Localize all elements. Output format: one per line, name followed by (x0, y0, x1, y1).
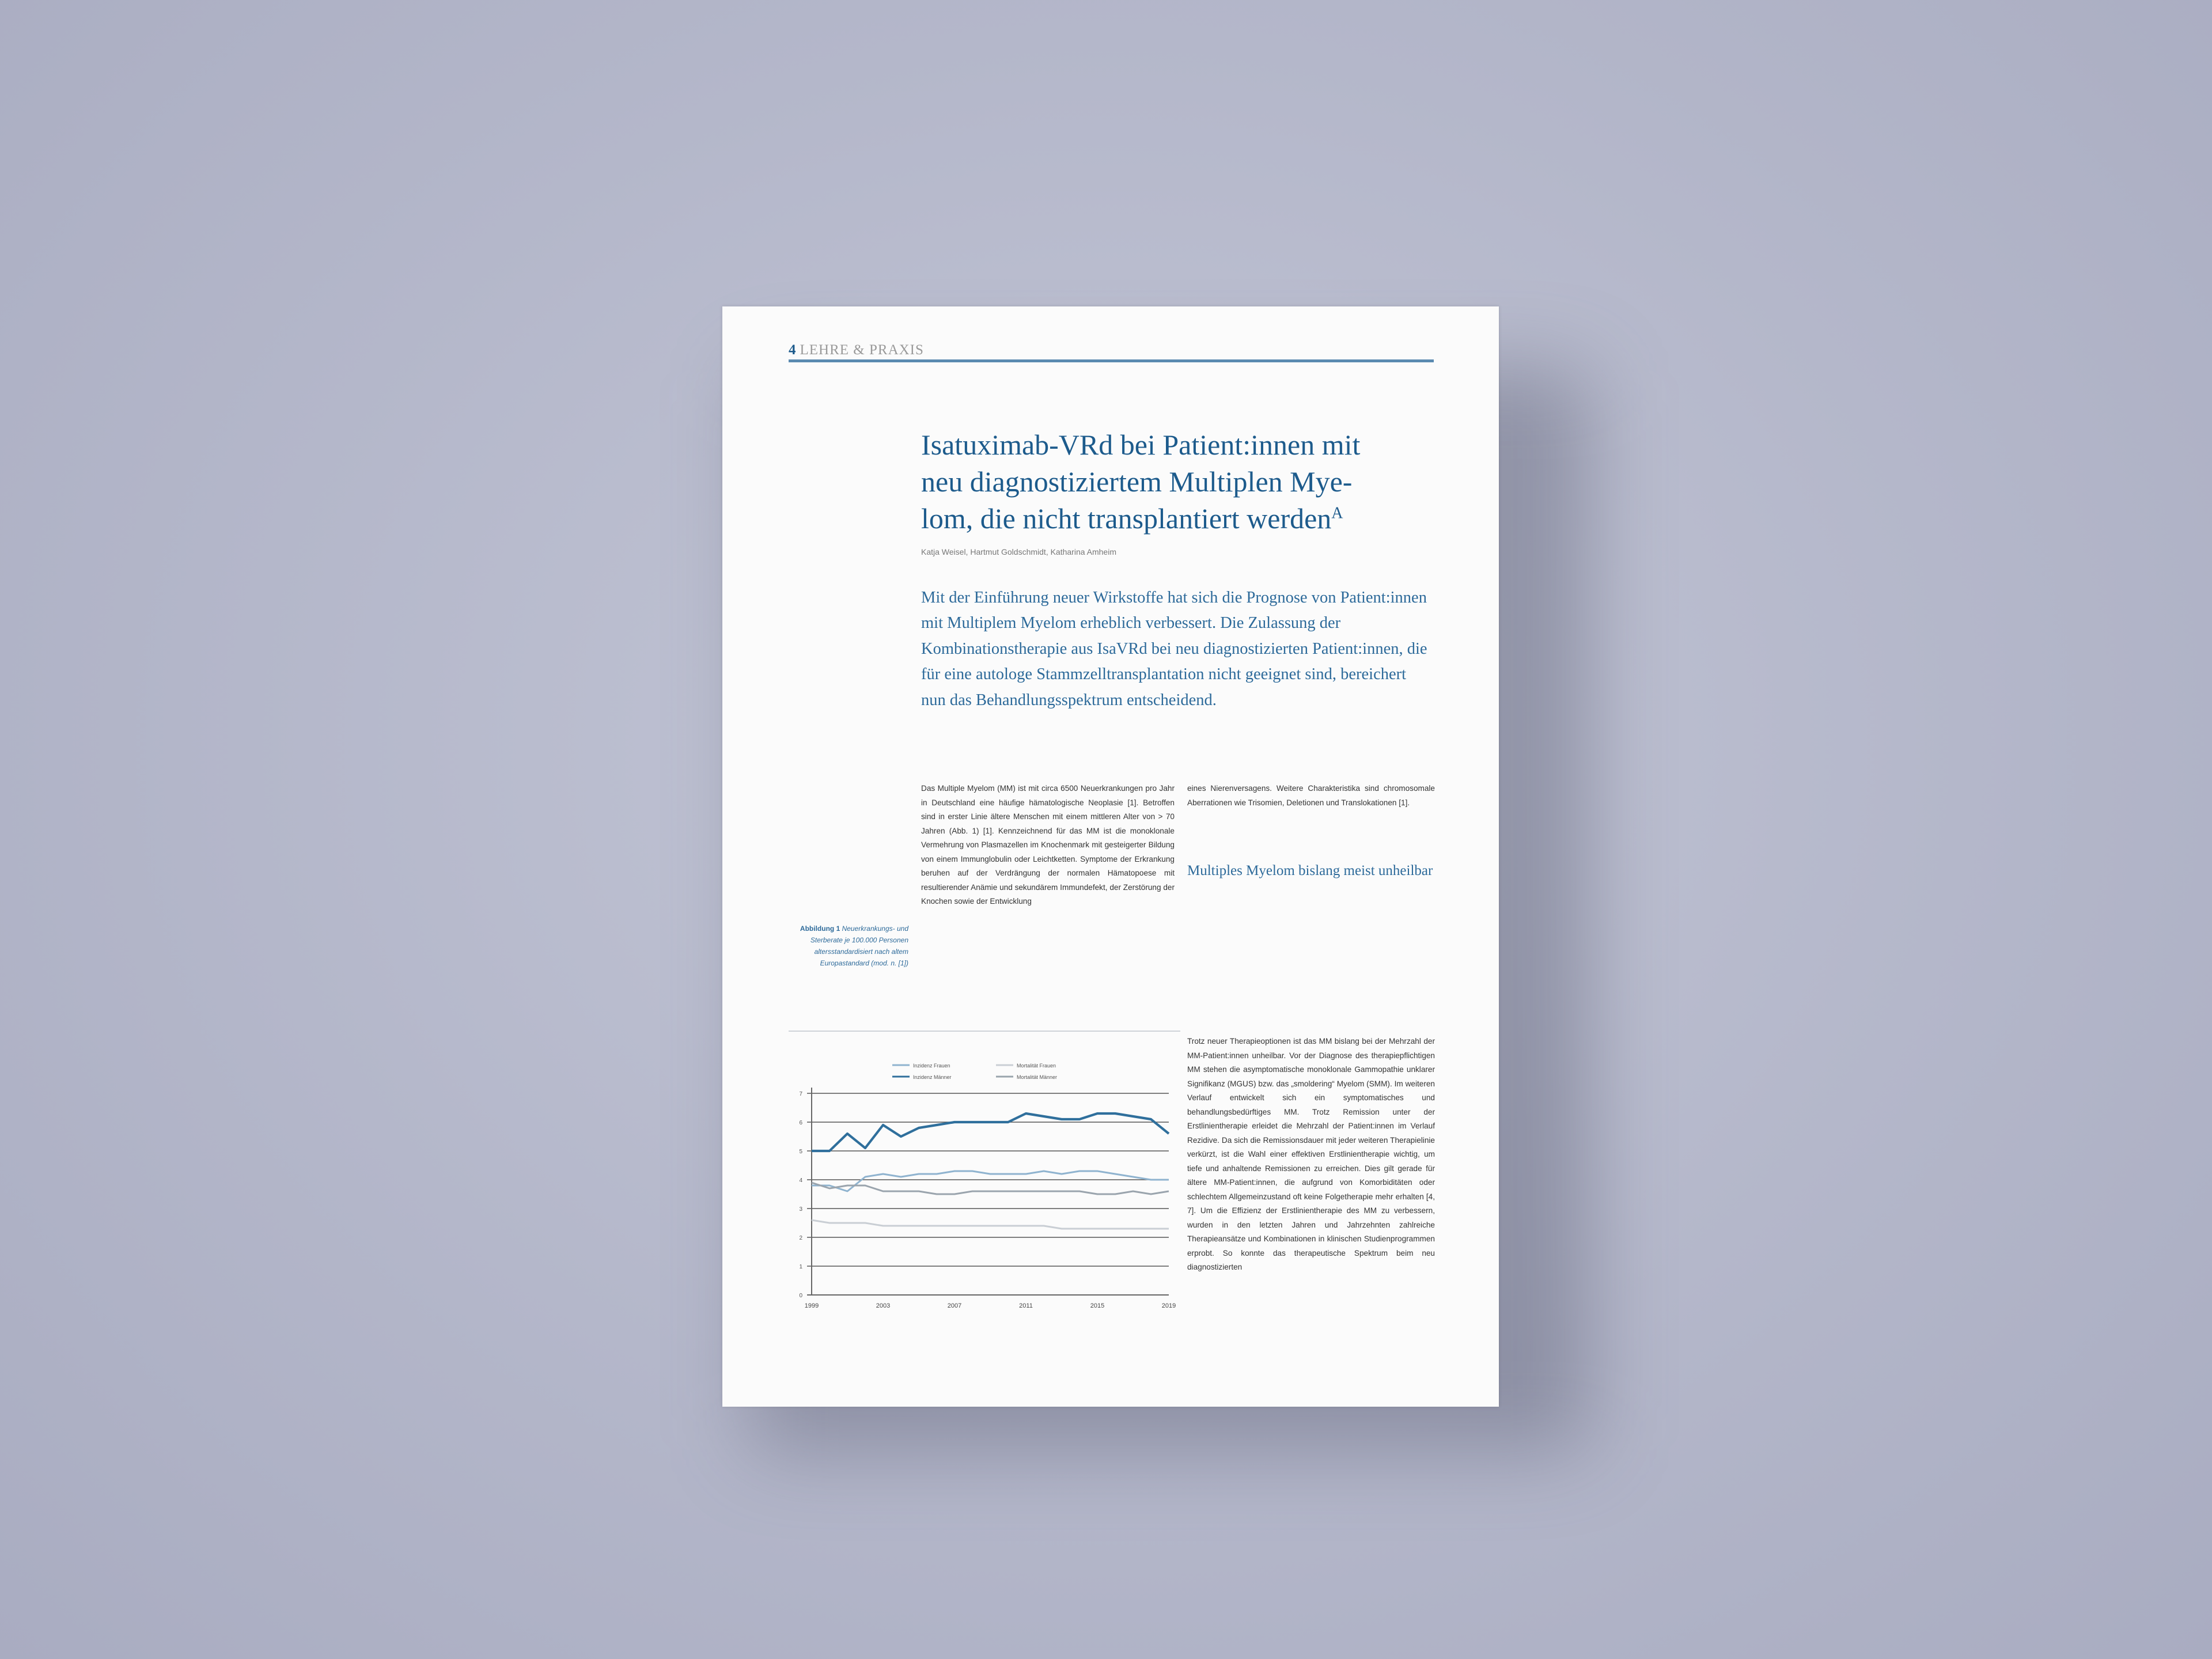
y-tick-label: 4 (799, 1177, 802, 1184)
series-line (812, 1183, 1169, 1194)
title-superscript: A (1331, 504, 1343, 522)
series-line (812, 1171, 1169, 1191)
x-tick-label: 2003 (876, 1302, 891, 1309)
figure-caption (789, 923, 908, 969)
x-tick-label: 2015 (1090, 1302, 1105, 1309)
legend-label: Inzidenz Männer (913, 1074, 952, 1080)
legend-label: Inzidenz Frauen (913, 1063, 950, 1069)
x-tick-label: 2007 (947, 1302, 962, 1309)
y-tick-label: 1 (799, 1264, 802, 1270)
title-line (921, 500, 1434, 537)
section-label: LEHRE & PRAXIS (800, 342, 924, 358)
lead-paragraph: Mit der Einführung neuer Wirkstoffe hat sich die Prognose von Patient:innen mit Multiplem Myelom erheblich verbessert. Die Zulassung der Kombinationstherapie aus IsaVRd bei neu diagnostizierten Patient:innen, die für eine autologe Stammzelltransplantation nicht geeignet sind, bereichert nun das Behandlungsspektrum entscheidend. (921, 589, 1427, 709)
document-page (722, 306, 1499, 1407)
x-tick-label: 2011 (1019, 1302, 1033, 1309)
y-tick-label: 7 (799, 1091, 802, 1097)
body-column-2-top: eines Nierenversagens. Weitere Charakteristika sind chromosomale Aberrationen wie Trisomien, Deletionen und Translokationen [1]. (1187, 784, 1435, 807)
series-line (812, 1220, 1169, 1229)
article-title (921, 426, 1434, 537)
legend-label: Mortalität Männer (1017, 1074, 1058, 1080)
y-tick-label: 0 (799, 1293, 802, 1299)
series-line (812, 1113, 1169, 1151)
figure-label: Abbildung 1 (800, 925, 840, 933)
y-tick-label: 6 (799, 1120, 802, 1126)
figure-caption-text: Neuerkrankungs- und Sterberate je 100.000 Personen altersstandardisiert nach altem Europastandard (mod. n. [1]) (810, 925, 908, 967)
line-chart (789, 1030, 1180, 1318)
x-tick-label: 2019 (1161, 1302, 1176, 1309)
y-tick-label: 5 (799, 1149, 802, 1155)
x-tick-label: 1999 (804, 1302, 819, 1309)
page-number: 4 (789, 342, 797, 358)
body-column-1: Das Multiple Myelom (MM) ist mit circa 6500 Neuerkrankungen pro Jahr in Deutschland eine häufige hämatologische Neoplasie [1]. Betroffen sind in erster Linie ältere Menschen mit einem mittleren Alter von > 70 Jahren (Abb. 1) [1]. Kennzeichnend für das MM ist die monoklonale Vermehrung von Plasmazellen im Knochenmark mit gesteigerter Bildung von einem Immunglobulin oder Leichtketten. Symptome der Erkrankung beruhen auf der Verdrängung der normalen Hämatopoese mit resultierender Anämie und sekundärem Immundefekt, der Zerstörung der Knochen sowie der Entwicklung (921, 784, 1175, 906)
y-tick-label: 2 (799, 1235, 802, 1241)
title-line: Isatuximab-VRd bei Patient:innen mit (921, 429, 1361, 461)
body-column-2: Trotz neuer Therapieoptionen ist das MM bislang bei der Mehrzahl der MM-Patient:innen unheilbar. Vor der Diagnose des therapiepflichtigen MM stehen die asymptomatische monoklonale Gammopathie unklarer Signifikanz (MGUS) bzw. das „smoldering“ Myelom (SMM). Im weiteren Verlauf entwickelt sich ein symptomatisches und behandlungsbedürftiges MM. Trotz Remission unter der Erstlinientherapie erleidet die Mehrzahl der Patient:innen im Verlauf Rezidive. Da sich die Remissionsdauer mit jeder weiteren Therapielinie verkürzt, ist die Wahl einer effektiven Erstlinientherapie wichtig, um tiefe und anhaltende Remissionen zu erreichen. Dies gilt gerade für ältere MM-Patient:innen, die aufgrund von Komorbiditäten oder schlechtem Allgemeinzustand oft keine Folgetherapie mehr erhalten [4, 7]. Um die Effizienz der Erstlinientherapie des MM zu verbessern, wurden in den letzten Jahren und Jahrzehnten zahlreiche Therapieansätze und Kombinationen in klinischen Studienprogrammen erprobt. So konnte das therapeutische Spektrum beim neu diagnostizierten (1187, 1037, 1435, 1271)
title-line: neu diagnostiziertem Multiplen Mye- (921, 465, 1353, 498)
title-line-text: lom, die nicht transplantiert werden (921, 502, 1332, 535)
section-subheading: Multiples Myelom bislang meist unheilbar (1187, 863, 1433, 878)
page-header (789, 342, 1434, 362)
author-list: Katja Weisel, Hartmut Goldschmidt, Katharina Amheim (921, 547, 1116, 556)
y-tick-label: 3 (799, 1206, 802, 1213)
legend-label: Mortalität Frauen (1017, 1063, 1056, 1069)
